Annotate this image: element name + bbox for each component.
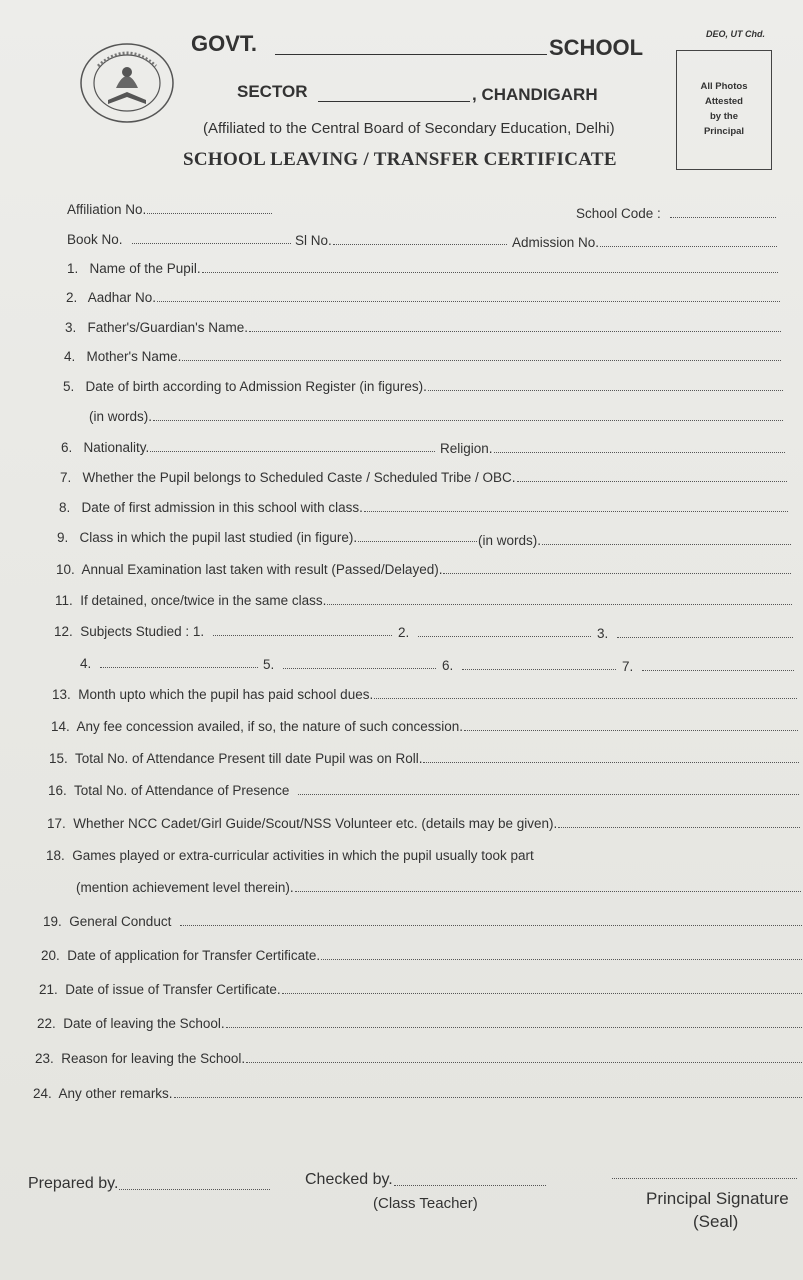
nationality-field[interactable] (61, 440, 435, 455)
detained-field[interactable] (55, 593, 792, 608)
sl-no-field[interactable] (295, 233, 507, 248)
tc-application-date-field[interactable] (41, 948, 802, 963)
ncc-scout-field[interactable] (47, 816, 800, 831)
field-label: Sl No. (295, 233, 332, 248)
checked-by-field[interactable] (305, 1171, 546, 1189)
govt-label: GOVT. (191, 31, 258, 56)
field-label: 13. Month upto which the pupil has paid school dues. (52, 687, 374, 702)
field-label: 5. (263, 657, 275, 672)
attendance-presence-field[interactable] (48, 783, 799, 798)
class-teacher-label: (Class Teacher) (373, 1195, 478, 1212)
field-label: 3. Father's/Guardian's Name. (65, 320, 248, 335)
tc-issue-date-field[interactable] (39, 982, 802, 997)
sector-label: SECTOR (237, 82, 308, 101)
first-admission-field[interactable] (59, 500, 788, 515)
field-label: 17. Whether NCC Cadet/Girl Guide/Scout/NSS Volunteer etc. (details may be given). (47, 816, 558, 831)
field-label: (in words). (89, 409, 153, 424)
principal-signature-line[interactable] (612, 1178, 797, 1179)
seal-label: (Seal) (693, 1212, 739, 1231)
photo-box-line: Principal (703, 126, 745, 137)
subject-7-field[interactable] (622, 659, 794, 674)
field-label: 16. Total No. of Attendance of Presence (48, 783, 290, 798)
mother-name-field[interactable] (64, 349, 781, 364)
subject-5-field[interactable] (263, 657, 436, 672)
field-label: 12. Subjects Studied : 1. (54, 624, 205, 639)
prepared-by-field[interactable] (28, 1175, 270, 1193)
photo-box-line: Attested (704, 96, 743, 107)
photo-box-line: by the (710, 111, 738, 122)
education-department-emblem-icon (78, 42, 176, 124)
field-label: 22. Date of leaving the School. (37, 1016, 225, 1031)
field-label: Admission No. (512, 235, 600, 250)
last-class-figure-field[interactable] (57, 530, 477, 545)
deo-note: DEO, UT Chd. (706, 29, 765, 39)
field-label: Prepared by. (28, 1175, 119, 1192)
field-label: 4. Mother's Name. (64, 349, 182, 364)
subject-4-field[interactable] (80, 656, 258, 671)
city-label: , CHANDIGARH (472, 85, 598, 104)
subject-6-field[interactable] (442, 658, 616, 673)
aadhar-no-field[interactable] (66, 290, 780, 305)
field-label: 4. (80, 656, 92, 671)
games-activities-label: 18. Games played or extra-curricular activities in which the pupil usually took part (46, 848, 534, 863)
field-label: 3. (597, 626, 609, 641)
field-label: 6. (442, 658, 454, 673)
leaving-date-field[interactable] (37, 1016, 802, 1031)
field-label: 2. Aadhar No. (66, 290, 157, 305)
field-label: 7. (622, 659, 634, 674)
field-label: Checked by. (305, 1171, 393, 1188)
dob-words-field[interactable] (89, 409, 783, 424)
guardian-name-field[interactable] (65, 320, 781, 335)
field-label: 6. Nationality. (61, 440, 150, 455)
field-label: 15. Total No. of Attendance Present till date Pupil was on Roll. (49, 751, 423, 766)
school-name-line (275, 54, 547, 55)
field-label: Book No. (67, 232, 123, 247)
other-remarks-field[interactable] (33, 1086, 802, 1101)
field-label: 23. Reason for leaving the School. (35, 1051, 246, 1066)
affiliation-note: (Affiliated to the Central Board of Secondary Education, Delhi) (203, 120, 615, 137)
field-label: 7. Whether the Pupil belongs to Scheduled Caste / Scheduled Tribe / OBC. (60, 470, 516, 485)
general-conduct-field[interactable] (43, 914, 802, 929)
pupil-name-field[interactable] (67, 261, 778, 276)
book-no-field[interactable] (67, 232, 291, 247)
field-label: (in words). (478, 533, 542, 548)
field-label: 1. Name of the Pupil. (67, 261, 201, 276)
field-label: 10. Annual Examination last taken with result (Passed/Delayed). (56, 562, 443, 577)
school-dues-field[interactable] (52, 687, 797, 702)
field-label: 9. Class in which the pupil last studied (in figure). (57, 530, 358, 545)
religion-field[interactable] (440, 441, 785, 456)
field-label: 20. Date of application for Transfer Certificate. (41, 948, 321, 963)
attendance-roll-field[interactable] (49, 751, 799, 766)
field-label: (mention achievement level therein). (76, 880, 294, 895)
field-label: 11. If detained, once/twice in the same class. (55, 593, 327, 608)
field-label: 2. (398, 625, 410, 640)
subject-2-field[interactable] (398, 625, 591, 640)
last-class-words-field[interactable] (478, 533, 791, 548)
field-label: 19. General Conduct (43, 914, 172, 929)
fee-concession-field[interactable] (51, 719, 798, 734)
photo-attestation-box (676, 50, 772, 170)
field-label: 5. Date of birth according to Admission Register (in figures). (63, 379, 427, 394)
achievement-level-field[interactable] (76, 880, 801, 895)
annual-exam-result-field[interactable] (56, 562, 791, 577)
school-label: SCHOOL (549, 35, 644, 60)
sector-line (318, 101, 470, 102)
field-label: 21. Date of issue of Transfer Certificate. (39, 982, 281, 997)
field-label: 14. Any fee concession availed, if so, the nature of such concession. (51, 719, 464, 734)
field-label: Religion. (440, 441, 493, 456)
leaving-reason-field[interactable] (35, 1051, 802, 1066)
field-label: 24. Any other remarks. (33, 1086, 173, 1101)
caste-category-field[interactable] (60, 470, 787, 485)
subject-1-field[interactable] (54, 624, 392, 639)
page-title: SCHOOL LEAVING / TRANSFER CERTIFICATE (183, 149, 617, 170)
subject-3-field[interactable] (597, 626, 793, 641)
dob-figures-field[interactable] (63, 379, 783, 394)
field-label: 8. Date of first admission in this school with class. (59, 500, 363, 515)
photo-box-line: All Photos (700, 81, 748, 92)
field-label: School Code : (576, 206, 661, 221)
field-label: Affiliation No. (67, 202, 147, 217)
affiliation-no-field[interactable] (67, 202, 272, 217)
principal-signature-label: Principal Signature (646, 1189, 789, 1208)
school-code-field[interactable] (576, 206, 776, 221)
admission-no-field[interactable] (512, 235, 777, 250)
